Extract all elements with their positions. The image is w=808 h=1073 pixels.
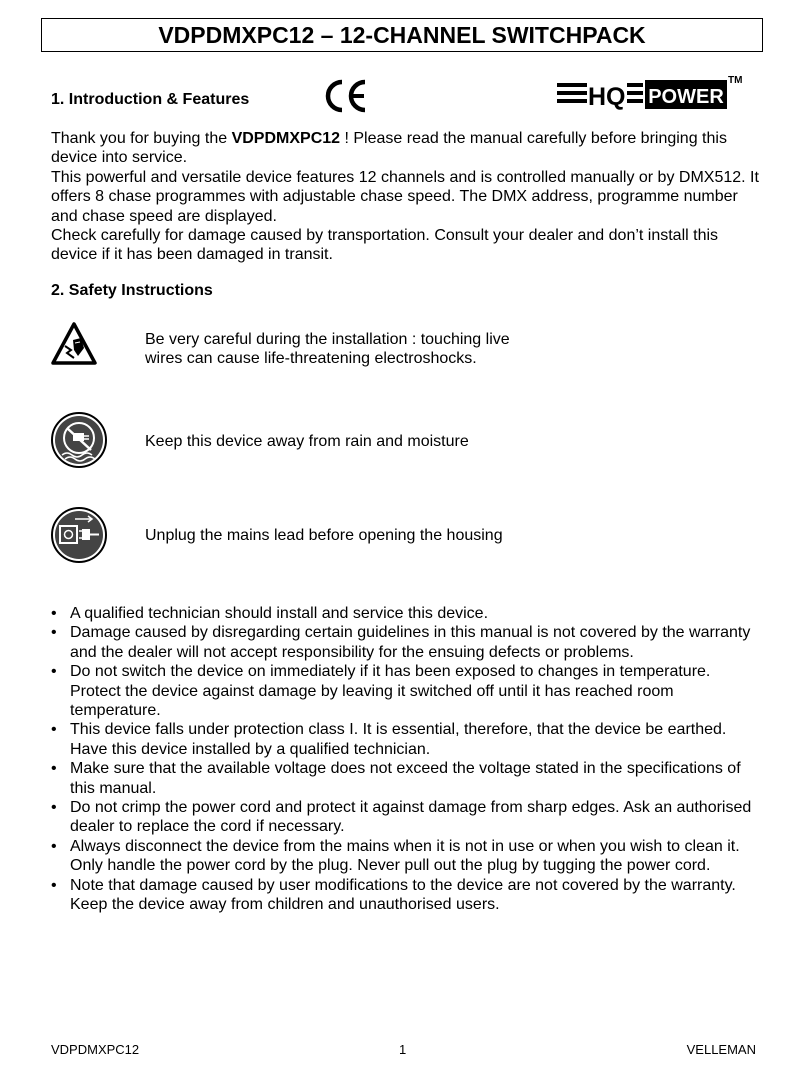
list-item: • Note that damage caused by user modifications to the device are not covered by the warranty. Keep the device away from children and unauthorised users.: [51, 876, 763, 915]
list-item: • Damage caused by disregarding certain guidelines in this manual is not covered by the warranty and the dealer will not accept responsibility for the ensuing defects or problems.: [51, 623, 763, 662]
footer-model: VDPDMXPC12: [51, 1042, 140, 1057]
list-item: • Do not crimp the power cord and protect it against damage from sharp edges. Ask an authorised dealer to replace the cord if necessary.: [51, 798, 763, 837]
list-item: • Always disconnect the device from the mains when it is not in use or when you wish to clean it. Only handle the power cord by the plug. Never pull out the plug by tugging the power cord.: [51, 837, 763, 876]
section-1-heading: 1. Introduction & Features: [51, 91, 250, 108]
page-title: VDPDMXPC12 – 12-CHANNEL SWITCHPACK: [41, 18, 763, 52]
warning-2-text: Keep this device away from rain and moisture: [145, 433, 469, 450]
intro-paragraph-2: This powerful and versatile device features 12 channels and is controlled manually or by DMX512. It offers 8 chase programmes with adjustable chase speed. The DMX address, programme number and chase speed are displayed.: [51, 168, 759, 225]
intro-paragraphs: [51, 129, 766, 265]
svg-text:POWER: POWER: [648, 86, 724, 108]
footer-brand: VELLEMAN: [686, 1042, 756, 1057]
list-item: • This device falls under protection class I. It is essential, therefore, that the device be earthed. Have this device installed by a qualified technician.: [51, 720, 763, 759]
section-2-heading: 2. Safety Instructions: [51, 282, 213, 299]
warning-1-line-1: Be very careful during the installation : touching live: [145, 331, 510, 348]
intro-paragraph-3: Check carefully for damage caused by transportation. Consult your dealer and don’t install this device if it has been damaged in transit.: [51, 227, 719, 264]
electric-shock-warning-icon: [50, 320, 98, 368]
safety-bullet-list: [51, 604, 763, 915]
svg-text:HQ: HQ: [588, 83, 626, 110]
list-item: • A qualified technician should install and service this device.: [51, 604, 763, 623]
footer-page-number: 1: [399, 1042, 407, 1057]
no-moisture-icon: [50, 411, 108, 469]
list-item: • Make sure that the available voltage does not exceed the voltage stated in the specifications of this manual.: [51, 759, 763, 798]
unplug-icon: [50, 506, 108, 564]
hq-power-logo: [557, 80, 729, 110]
trademark-mark: TM: [728, 75, 743, 86]
warning-3-text: Unplug the mains lead before opening the housing: [145, 527, 503, 544]
intro-paragraph-1: Thank you for buying the VDPDMXPC12 ! Please read the manual carefully before bringing this device into service.: [51, 130, 727, 167]
warning-1-line-2: wires can cause life-threatening electroshocks.: [145, 350, 477, 368]
ce-mark-logo: [322, 76, 370, 116]
list-item: • Do not switch the device on immediately if it has been exposed to changes in temperature. Protect the device against damage by leaving it switched off until it has reached room temperature.: [51, 662, 763, 720]
